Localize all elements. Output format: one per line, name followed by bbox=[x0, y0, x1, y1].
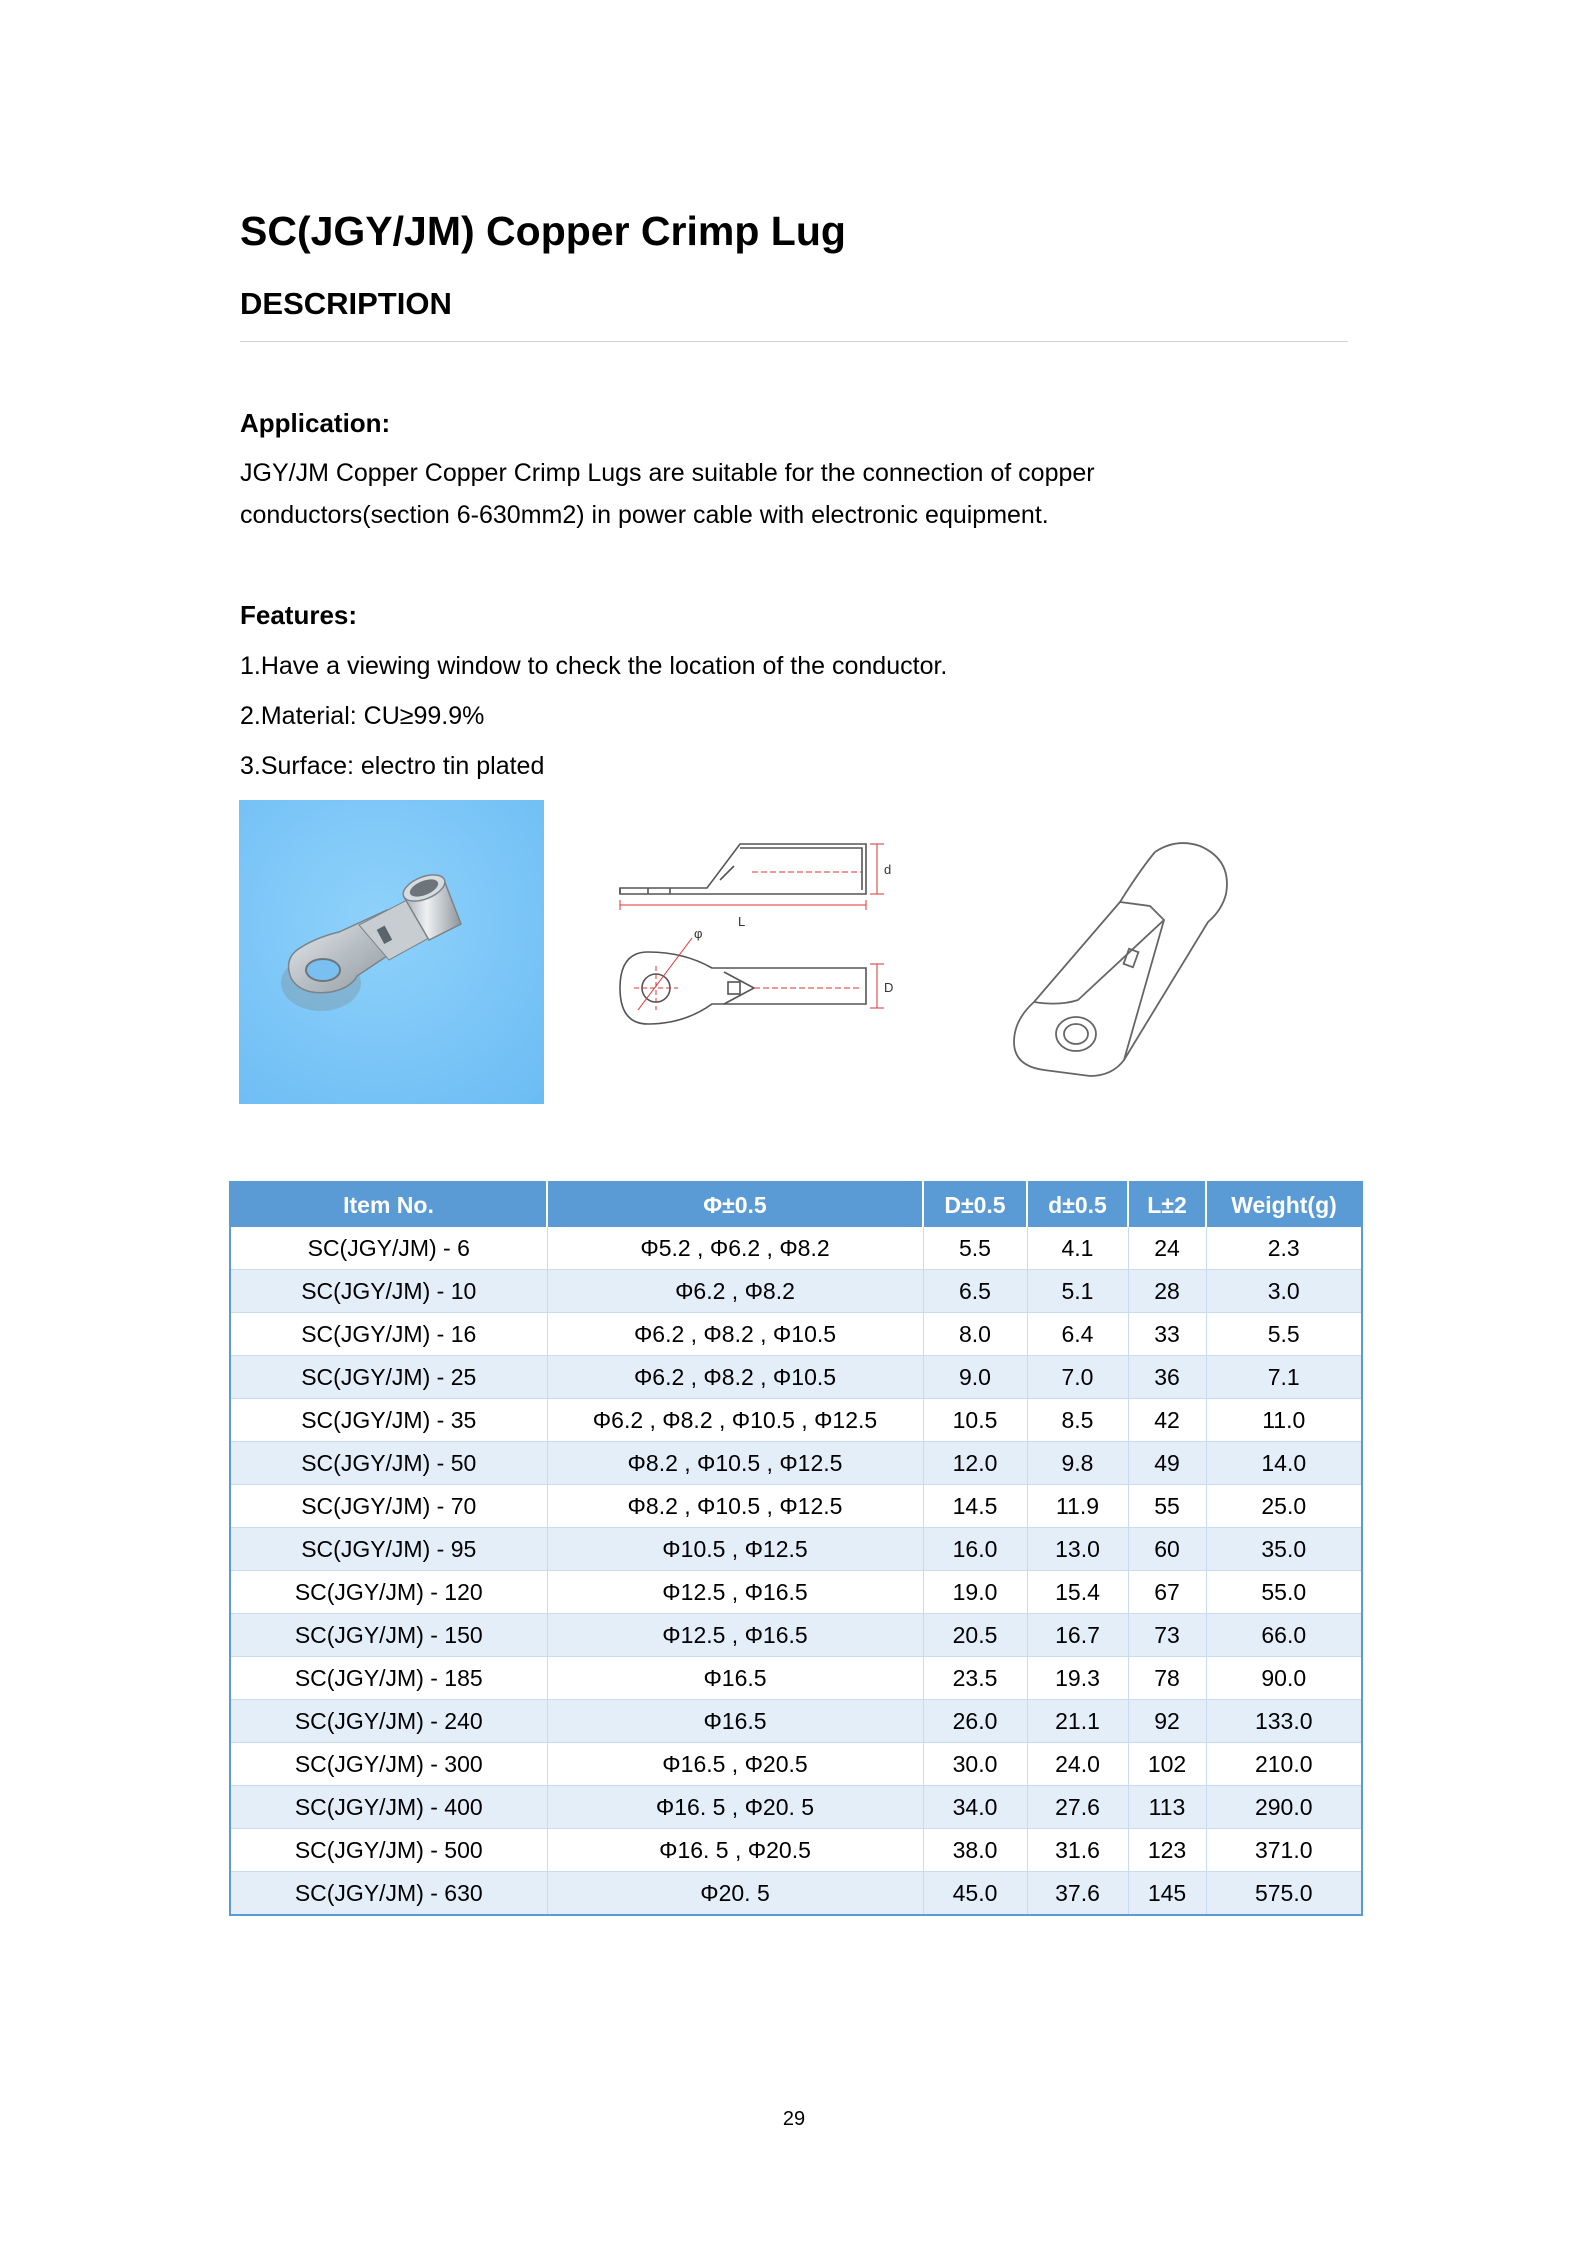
cell-item-no: SC(JGY/JM) - 10 bbox=[230, 1270, 547, 1313]
cell-outer-diameter: 20.5 bbox=[923, 1614, 1027, 1657]
cell-weight: 575.0 bbox=[1206, 1872, 1362, 1916]
page-title: SC(JGY/JM) Copper Crimp Lug bbox=[240, 208, 846, 254]
cell-length: 73 bbox=[1128, 1614, 1206, 1657]
table-row bbox=[230, 1356, 1362, 1399]
cell-item-no: SC(JGY/JM) - 6 bbox=[230, 1227, 547, 1270]
cell-length: 36 bbox=[1128, 1356, 1206, 1399]
cell-hole-diameter: Φ5.2 , Φ6.2 , Φ8.2 bbox=[547, 1227, 923, 1270]
cell-item-no: SC(JGY/JM) - 300 bbox=[230, 1743, 547, 1786]
cell-hole-diameter: Φ16. 5 , Φ20.5 bbox=[547, 1829, 923, 1872]
cell-length: 67 bbox=[1128, 1571, 1206, 1614]
cell-weight: 210.0 bbox=[1206, 1743, 1362, 1786]
cell-hole-diameter: Φ16. 5 , Φ20. 5 bbox=[547, 1786, 923, 1829]
cell-inner-diameter: 21.1 bbox=[1027, 1700, 1128, 1743]
table-row bbox=[230, 1743, 1362, 1786]
cell-item-no: SC(JGY/JM) - 16 bbox=[230, 1313, 547, 1356]
cell-weight: 133.0 bbox=[1206, 1700, 1362, 1743]
cell-item-no: SC(JGY/JM) - 240 bbox=[230, 1700, 547, 1743]
cell-inner-diameter: 6.4 bbox=[1027, 1313, 1128, 1356]
cell-inner-diameter: 13.0 bbox=[1027, 1528, 1128, 1571]
outer-diameter-label: D bbox=[884, 980, 894, 995]
inner-diameter-label: d bbox=[884, 862, 892, 877]
cell-item-no: SC(JGY/JM) - 185 bbox=[230, 1657, 547, 1700]
cell-weight: 25.0 bbox=[1206, 1485, 1362, 1528]
cell-outer-diameter: 12.0 bbox=[923, 1442, 1027, 1485]
cell-weight: 7.1 bbox=[1206, 1356, 1362, 1399]
cell-length: 55 bbox=[1128, 1485, 1206, 1528]
cell-hole-diameter: Φ12.5 , Φ16.5 bbox=[547, 1614, 923, 1657]
cell-length: 145 bbox=[1128, 1872, 1206, 1916]
cell-hole-diameter: Φ16.5 , Φ20.5 bbox=[547, 1743, 923, 1786]
cell-weight: 14.0 bbox=[1206, 1442, 1362, 1485]
cell-outer-diameter: 45.0 bbox=[923, 1872, 1027, 1916]
column-header-weight: Weight(g) bbox=[1206, 1182, 1362, 1227]
cell-item-no: SC(JGY/JM) - 70 bbox=[230, 1485, 547, 1528]
cell-item-no: SC(JGY/JM) - 120 bbox=[230, 1571, 547, 1614]
length-dimension-label: L bbox=[738, 914, 746, 929]
cell-inner-diameter: 5.1 bbox=[1027, 1270, 1128, 1313]
table-row bbox=[230, 1614, 1362, 1657]
table-header-row bbox=[230, 1182, 1362, 1227]
table-row bbox=[230, 1657, 1362, 1700]
cell-outer-diameter: 30.0 bbox=[923, 1743, 1027, 1786]
cell-hole-diameter: Φ8.2 , Φ10.5 , Φ12.5 bbox=[547, 1442, 923, 1485]
cell-item-no: SC(JGY/JM) - 50 bbox=[230, 1442, 547, 1485]
cell-inner-diameter: 9.8 bbox=[1027, 1442, 1128, 1485]
cell-hole-diameter: Φ16.5 bbox=[547, 1657, 923, 1700]
table-row bbox=[230, 1227, 1362, 1270]
cell-item-no: SC(JGY/JM) - 630 bbox=[230, 1872, 547, 1916]
cell-outer-diameter: 10.5 bbox=[923, 1399, 1027, 1442]
column-header-length: L±2 bbox=[1128, 1182, 1206, 1227]
cell-outer-diameter: 14.5 bbox=[923, 1485, 1027, 1528]
cell-weight: 3.0 bbox=[1206, 1270, 1362, 1313]
cell-weight: 35.0 bbox=[1206, 1528, 1362, 1571]
product-photo bbox=[239, 800, 544, 1104]
cell-hole-diameter: Φ12.5 , Φ16.5 bbox=[547, 1571, 923, 1614]
cell-weight: 55.0 bbox=[1206, 1571, 1362, 1614]
lug-outline-drawing bbox=[1000, 830, 1250, 1090]
cell-hole-diameter: Φ6.2 , Φ8.2 , Φ10.5 bbox=[547, 1313, 923, 1356]
table-row bbox=[230, 1786, 1362, 1829]
cell-weight: 5.5 bbox=[1206, 1313, 1362, 1356]
cell-inner-diameter: 24.0 bbox=[1027, 1743, 1128, 1786]
cell-length: 60 bbox=[1128, 1528, 1206, 1571]
application-text-line-1: JGY/JM Copper Copper Crimp Lugs are suitable for the connection of copper bbox=[240, 459, 1095, 487]
table-row bbox=[230, 1485, 1362, 1528]
cell-outer-diameter: 16.0 bbox=[923, 1528, 1027, 1571]
cell-inner-diameter: 37.6 bbox=[1027, 1872, 1128, 1916]
cell-inner-diameter: 19.3 bbox=[1027, 1657, 1128, 1700]
cell-length: 78 bbox=[1128, 1657, 1206, 1700]
cell-outer-diameter: 23.5 bbox=[923, 1657, 1027, 1700]
cell-outer-diameter: 34.0 bbox=[923, 1786, 1027, 1829]
cell-weight: 371.0 bbox=[1206, 1829, 1362, 1872]
cell-length: 24 bbox=[1128, 1227, 1206, 1270]
cell-length: 113 bbox=[1128, 1786, 1206, 1829]
cell-item-no: SC(JGY/JM) - 150 bbox=[230, 1614, 547, 1657]
table-row bbox=[230, 1528, 1362, 1571]
table-row bbox=[230, 1571, 1362, 1614]
cell-hole-diameter: Φ6.2 , Φ8.2 , Φ10.5 , Φ12.5 bbox=[547, 1399, 923, 1442]
table-row bbox=[230, 1442, 1362, 1485]
dimension-drawing bbox=[612, 820, 922, 1090]
cell-weight: 66.0 bbox=[1206, 1614, 1362, 1657]
cell-outer-diameter: 38.0 bbox=[923, 1829, 1027, 1872]
cell-item-no: SC(JGY/JM) - 500 bbox=[230, 1829, 547, 1872]
cell-length: 92 bbox=[1128, 1700, 1206, 1743]
cell-hole-diameter: Φ6.2 , Φ8.2 bbox=[547, 1270, 923, 1313]
cell-length: 33 bbox=[1128, 1313, 1206, 1356]
cell-outer-diameter: 26.0 bbox=[923, 1700, 1027, 1743]
cell-hole-diameter: Φ8.2 , Φ10.5 , Φ12.5 bbox=[547, 1485, 923, 1528]
cell-weight: 90.0 bbox=[1206, 1657, 1362, 1700]
cell-weight: 11.0 bbox=[1206, 1399, 1362, 1442]
cell-hole-diameter: Φ10.5 , Φ12.5 bbox=[547, 1528, 923, 1571]
cell-inner-diameter: 4.1 bbox=[1027, 1227, 1128, 1270]
cell-item-no: SC(JGY/JM) - 25 bbox=[230, 1356, 547, 1399]
cell-inner-diameter: 27.6 bbox=[1027, 1786, 1128, 1829]
cell-length: 123 bbox=[1128, 1829, 1206, 1872]
cell-weight: 2.3 bbox=[1206, 1227, 1362, 1270]
cell-outer-diameter: 8.0 bbox=[923, 1313, 1027, 1356]
specification-table bbox=[229, 1181, 1363, 1916]
cell-item-no: SC(JGY/JM) - 400 bbox=[230, 1786, 547, 1829]
table-row bbox=[230, 1872, 1362, 1916]
cell-outer-diameter: 19.0 bbox=[923, 1571, 1027, 1614]
cell-outer-diameter: 9.0 bbox=[923, 1356, 1027, 1399]
cell-inner-diameter: 11.9 bbox=[1027, 1485, 1128, 1528]
section-heading: DESCRIPTION bbox=[240, 286, 452, 321]
cell-inner-diameter: 16.7 bbox=[1027, 1614, 1128, 1657]
feature-item-2: 2.Material: CU≥99.9% bbox=[240, 702, 485, 730]
features-label: Features: bbox=[240, 600, 358, 630]
column-header-outer-diameter: D±0.5 bbox=[923, 1182, 1027, 1227]
column-header-hole-diameter: Φ±0.5 bbox=[547, 1182, 923, 1227]
cell-hole-diameter: Φ20. 5 bbox=[547, 1872, 923, 1916]
section-divider bbox=[240, 341, 1348, 342]
cell-weight: 290.0 bbox=[1206, 1786, 1362, 1829]
cell-inner-diameter: 8.5 bbox=[1027, 1399, 1128, 1442]
cell-outer-diameter: 5.5 bbox=[923, 1227, 1027, 1270]
cell-length: 49 bbox=[1128, 1442, 1206, 1485]
feature-item-3: 3.Surface: electro tin plated bbox=[240, 752, 545, 780]
cell-length: 42 bbox=[1128, 1399, 1206, 1442]
cell-item-no: SC(JGY/JM) - 95 bbox=[230, 1528, 547, 1571]
table-row bbox=[230, 1700, 1362, 1743]
column-header-inner-diameter: d±0.5 bbox=[1027, 1182, 1128, 1227]
table-row bbox=[230, 1270, 1362, 1313]
table-row bbox=[230, 1829, 1362, 1872]
table-row bbox=[230, 1399, 1362, 1442]
cell-item-no: SC(JGY/JM) - 35 bbox=[230, 1399, 547, 1442]
cell-inner-diameter: 15.4 bbox=[1027, 1571, 1128, 1614]
application-text-line-2: conductors(section 6-630mm2) in power cable with electronic equipment. bbox=[240, 501, 1049, 529]
table-row bbox=[230, 1313, 1362, 1356]
application-label: Application: bbox=[240, 408, 391, 438]
cell-inner-diameter: 31.6 bbox=[1027, 1829, 1128, 1872]
column-header-item-no: Item No. bbox=[230, 1182, 547, 1227]
page-number: 29 bbox=[782, 2108, 806, 2130]
cell-inner-diameter: 7.0 bbox=[1027, 1356, 1128, 1399]
hole-diameter-label: φ bbox=[694, 926, 703, 941]
cell-hole-diameter: Φ16.5 bbox=[547, 1700, 923, 1743]
feature-item-1: 1.Have a viewing window to check the location of the conductor. bbox=[240, 652, 948, 680]
cell-outer-diameter: 6.5 bbox=[923, 1270, 1027, 1313]
cell-length: 102 bbox=[1128, 1743, 1206, 1786]
cell-length: 28 bbox=[1128, 1270, 1206, 1313]
cell-hole-diameter: Φ6.2 , Φ8.2 , Φ10.5 bbox=[547, 1356, 923, 1399]
